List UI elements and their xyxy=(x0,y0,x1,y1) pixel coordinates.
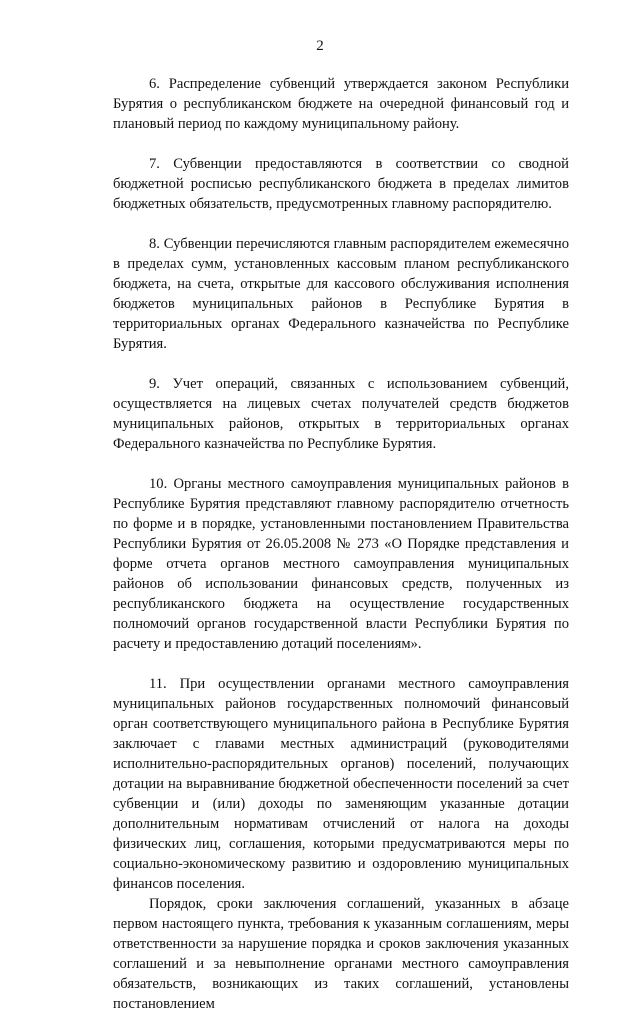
paragraph-11: 11. При осуществлении органами местного самоуправления муниципальных районов государственных полномочий финансовый орган соответствующего муниципального района в Республике Бурятия заключает с главами местных администраций (руководителями исполнительно-распорядительных органов) поселений, получающих дотации на выравнивание бюджетной обеспеченности поселений за счет субвенции и (или) доходы по заменяющим указанные дотации дополнительным нормативам отчислений от налога на доходы физических лиц, соглашения, которыми предусматриваются меры по социально-экономическому развитию и оздоровлению муниципальных финансов поселения. xyxy=(113,676,569,892)
paragraph-11-continuation: Порядок, сроки заключения соглашений, указанных в абзаце первом настоящего пункта, требования к указанным соглашениям, меры ответственности за нарушение порядка и сроков заключения указанных соглашений и за невыполнение органами местного самоуправления обязательств, возникающих из таких соглашений, установлены постановлением xyxy=(113,896,569,1012)
paragraph-10: 10. Органы местного самоуправления муниципальных районов в Республике Бурятия представляют главному распорядителю отчетность по форме и в порядке, установленными постановлением Правительства Республики Бурятия от 26.05.2008 № 273 «О Порядке представления и форме отчета органов местного самоуправления муниципальных районов об использовании финансовых средств, полученных из республиканского бюджета на осуществление государственных полномочий органов государственной власти Республики Бурятия по расчету и предоставлению дотаций поселениям». xyxy=(113,476,569,652)
page-number: 2 xyxy=(316,38,324,54)
paragraph-7: 7. Субвенции предоставляются в соответствии со сводной бюджетной росписью республиканского бюджета в пределах лимитов бюджетных обязательств, предусмотренных главному распорядителю. xyxy=(113,156,569,212)
document-body xyxy=(113,74,569,1014)
paragraph-9: 9. Учет операций, связанных с использованием субвенций, осуществляется на лицевых счетах получателей средств бюджетов муниципальных районов, открытых в территориальных органах Федерального казначейства по Республике Бурятия. xyxy=(113,376,569,452)
paragraph-8: 8. Субвенции перечисляются главным распорядителем ежемесячно в пределах сумм, установленных кассовым планом республиканского бюджета, на счета, открытые для кассового обслуживания исполнения бюджетов муниципальных районов в Республике Бурятия в территориальных органах Федерального казначейства по Республике Бурятия. xyxy=(113,236,569,352)
paragraph-6: 6. Распределение субвенций утверждается законом Республики Бурятия о республиканском бюджете на очередной финансовый год и плановый период по каждому муниципальному району. xyxy=(113,76,569,132)
